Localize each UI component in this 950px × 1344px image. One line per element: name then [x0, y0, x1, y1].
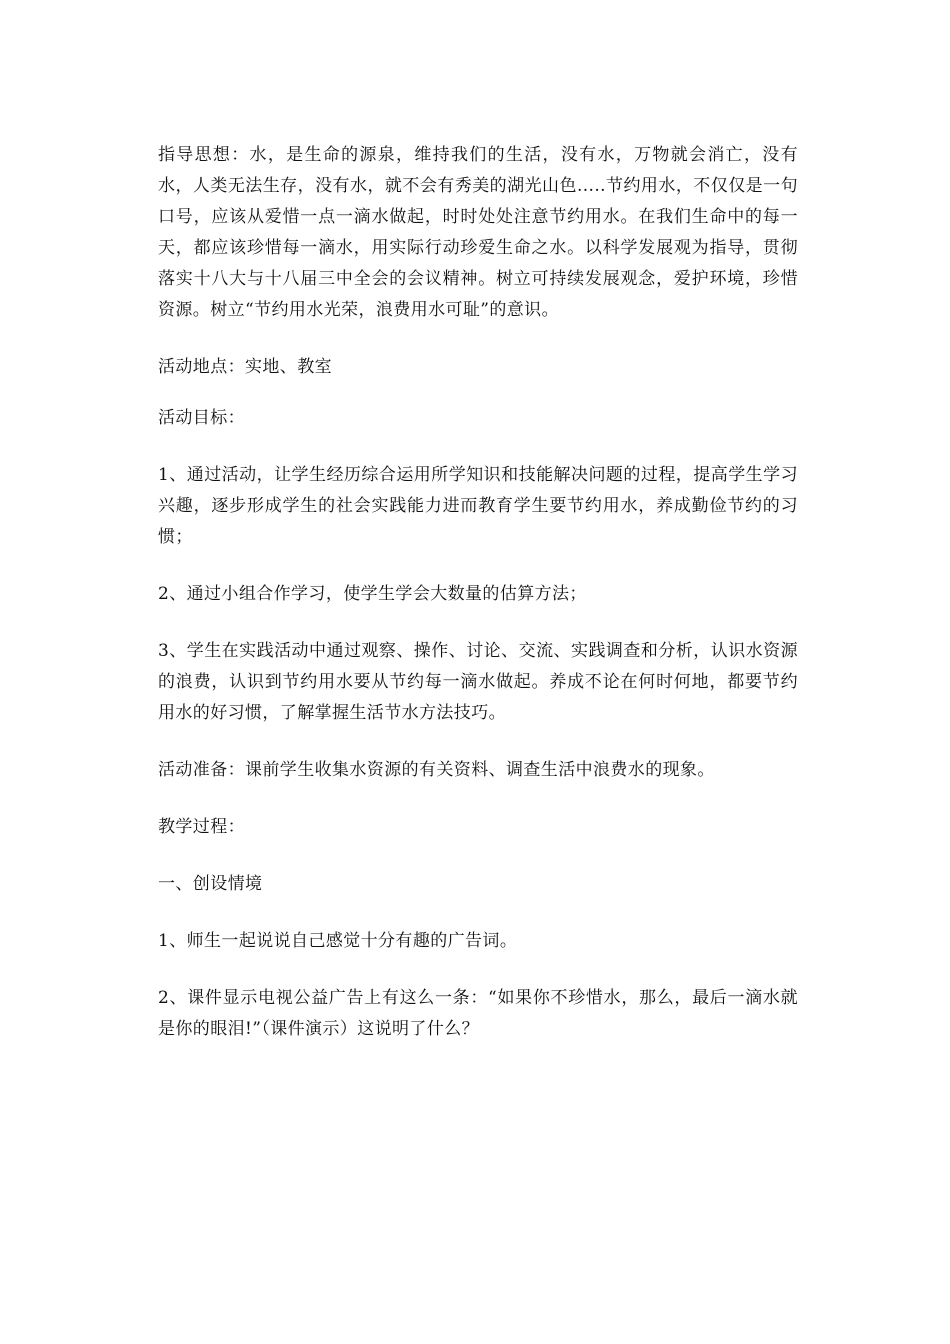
goal-item-3: 3、学生在实践活动中通过观察、操作、讨论、交流、实践调查和分析，认识水资源的浪费，认识到节约用水要从节约每一滴水做起。养成不论在何时何地，都要节约用水的好习惯，了解掌握生活节水方法技巧。	[158, 641, 798, 723]
document-page	[158, 140, 798, 1045]
activity-location-paragraph: 活动地点：实地、教室	[158, 357, 332, 377]
guiding-thought-paragraph: 指导思想：水，是生命的源泉，维持我们的生活，没有水，万物就会消亡，没有水，人类无法生存，没有水，就不会有秀美的湖光山色.....节约用水，不仅仅是一句口号，应该从爱惜一点一滴水做起，时时处处注意节约用水。在我们生命中的每一天，都应该珍惜每一滴水，用实际行动珍爱生命之水。以科学发展观为指导，贯彻落实十八大与十八届三中全会的会议精神。树立可持续发展观念，爱护环境，珍惜资源。树立“节约用水光荣，浪费用水可耻”的意识。	[158, 145, 798, 320]
goal-item-2: 2、通过小组合作学习，使学生学会大数量的估算方法；	[158, 584, 587, 604]
activity-preparation-paragraph: 活动准备：课前学生收集水资源的有关资料、调查生活中浪费水的现象。	[158, 760, 715, 780]
scenario-item-1: 1、师生一起说说自己感觉十分有趣的广告词。	[158, 931, 518, 951]
teaching-process-heading: 教学过程：	[158, 817, 245, 837]
section-create-scenario-heading: 一、创设情境	[158, 874, 263, 894]
goal-item-1: 1、通过活动，让学生经历综合运用所学知识和技能解决问题的过程，提高学生学习兴趣，逐步形成学生的社会实践能力进而教育学生要节约用水，养成勤俭节约的习惯；	[158, 465, 798, 547]
activity-goals-heading: 活动目标：	[158, 408, 245, 428]
scenario-item-2: 2、课件显示电视公益广告上有这么一条：“如果你不珍惜水，那么，最后一滴水就是你的眼泪!”（课件演示）这说明了什么？	[158, 988, 798, 1039]
